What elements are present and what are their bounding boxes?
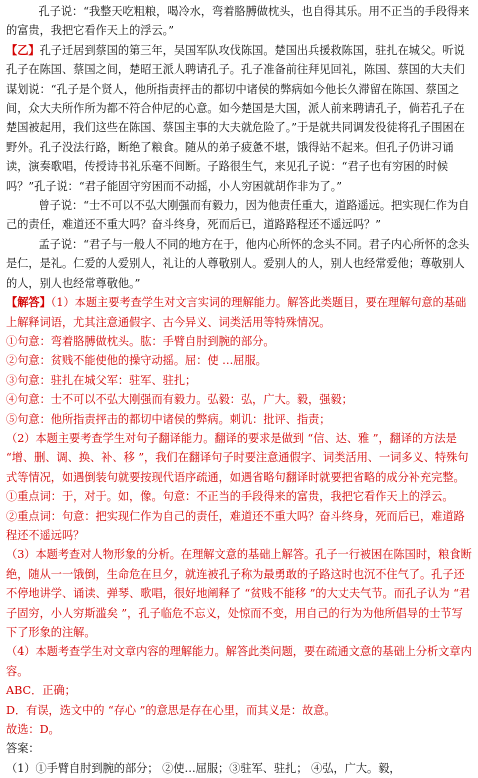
answer-q3: （3）本题考查对人物形象的分析。在理解文意的基础上解答。孔子一行被困在陈国时，粮食断绝，随从一一饿倒，生命危在旦夕，就连被孔子称为最勇敢的子路这时也沉不住气了。孔子还不停地讲学、诵读、弹琴、歌唱，很好地阐释了 “贫贱不能移 ”的大丈夫气节。而孔子认为 “君子固穷，小人穷斯滥矣 ”，孔子临危不忘义，处惊而不变，用自己的行为为他所倡导的士节写下了形象的注解。 (6, 548, 472, 639)
answer-q1-item-5: ⑤句意：他所指责抨击的都切中诸侯的弊病。刺讥：批评、指责； (6, 412, 331, 426)
answer-line-1: （1）①手臂自肘到腕的部分； ②使…屈服；③驻军、驻扎； ④弘，广大。毅， (6, 761, 401, 775)
answer-q1-item-1: ①句意：弯着胳膊做枕头。肱：手臂自肘到腕的部分。 (6, 334, 275, 348)
answer-q1-item-4: ④句意：士不可以不弘大刚强而有毅力。弘毅：弘，广大。毅，强毅； (6, 393, 353, 407)
passage-paragraph-1: 孔子说：“我整天吃粗粮，喝冷水，弯着胳膊做枕头，也自得其乐。用不正当的手段得来的富贵，我把它看作天上的浮云。” (6, 5, 470, 38)
answer-q1-item-3: ③句意：驻扎在城父军：驻军、驻扎； (6, 373, 197, 387)
answer-d: D．有误，选文中的 “存心 ”的意思是存在心里，而其义是：故意。 (6, 703, 336, 717)
passage-paragraph-2 (6, 41, 472, 196)
answer-choice: 故选：D。 (6, 723, 60, 737)
answer-q4: （4）本题考查学生对文章内容的理解能力。解答此类问题，要在疏通文意的基础上分析文章内容。 (6, 645, 472, 678)
passage-paragraph-4: 孟子说：“君子与一般人不同的地方在于，他内心所怀的念头不同。君子内心所怀的念头是仁，是礼。仁爱的人爱别人，礼让的人尊敬别人。爱别人的人，别人也经常爱他；尊敬别人的人，别人也经常尊敬他。” (6, 237, 470, 290)
answer-q2-intro: （2）本题主要考查学生对句子翻译能力。翻译的要求是做到 “信、达、雅 ”，翻译的方法是 “增、删、调、换、补、移 ”，我们在翻译句子时要注意通假字、词类活用、一词多义、特殊句式等情况，如遇倒装句就要按现代语序疏通，如遇省略句翻译时就要把省略的成分补充完整。 (6, 431, 469, 484)
answer-q2-item-2: ②重点词：句意：把实现仁作为自己的责任，难道还不重大吗？奋斗终身，死而后已，难道路程还不遥远吗？ (6, 509, 465, 542)
answer-tag: 【解答】 (6, 295, 51, 310)
section-tag-yi: 【乙】 (6, 42, 40, 57)
answer-q1-intro-text: （1）本题主要考查学生对文言实词的理解能力。解答此类题目，要在理解句意的基础上解释词语，尤其注意通假字、古今异义、词类活用等特殊情况。 (6, 296, 467, 329)
answer-section (6, 293, 472, 739)
passage-paragraph-3: 曾子说：“士不可以不弘大刚强而有毅力，因为他责任重大，道路遥远。把实现仁作为自己的责任，难道还不重大吗？奋斗终身，死而后已，道路路程还不遥远吗？” (6, 199, 470, 232)
answer-q1-intro (6, 293, 472, 332)
answer-label: 答案： (6, 742, 40, 756)
final-answer-section (6, 739, 472, 778)
answer-q2-item-1: ①重点词：于，对于。如，像。句意：不正当的手段得来的富贵，我把它看作天上的浮云。 (6, 490, 454, 504)
answer-q1-item-2: ②句意：贫贱不能使他的操守动摇。屈：使 …屈服。 (6, 354, 267, 368)
answer-abc: ABC．正确； (6, 684, 76, 698)
passage-paragraph-2-text: 孔子迁居到蔡国的第三年，吴国军队攻伐陈国。楚国出兵援救陈国，驻扎在城父。听说孔子在陈国、蔡国之间，楚昭王派人聘请孔子。孔子准备前往拜见回礼，陈国、蔡国的大夫们谋划说：“孔子是个贤人，他所指责抨击的都切中诸侯的弊病如今他长久滞留在陈国、蔡国之间，众大夫所作所为都不符合仲尼的心意。如今楚国是大国，派人前来聘请孔子，倘若孔子在楚国被起用，我们这些在陈国、蔡国主事的大夫就危险了。”于是就共同调发役徒将孔子围困在野外。孔子没法行路，断绝了粮食。随从的弟子疲惫不堪，饿得站不起来。但孔子仍讲习诵读，演奏歌唱，传授诗书礼乐毫不间断。子路很生气，来见孔子说：“君子也有穷困的时候吗？”孔子说：“君子能固守穷困而不动摇，小人穷困就胡作非为了。” (6, 43, 465, 193)
